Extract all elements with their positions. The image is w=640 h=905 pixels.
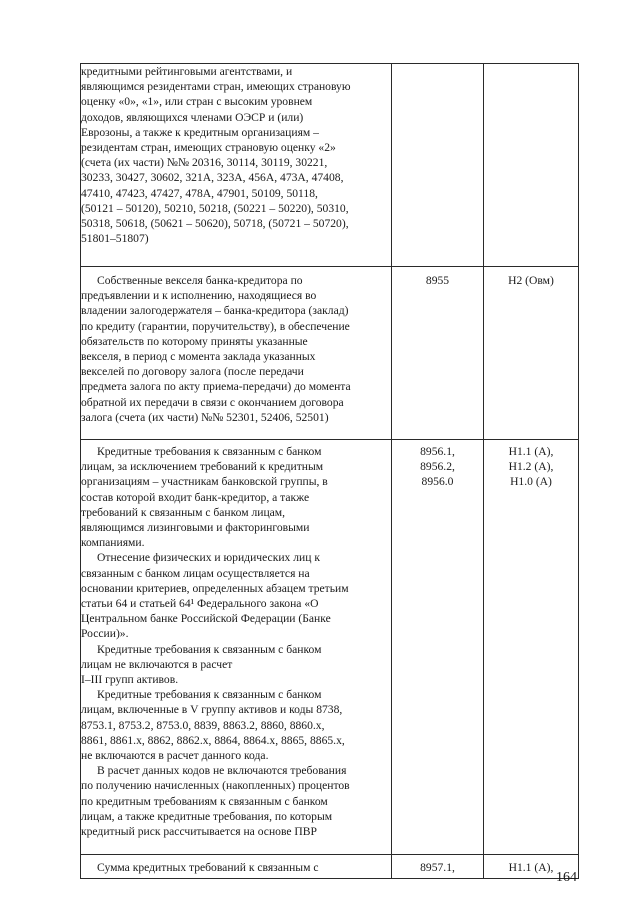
- description-cell: [81, 855, 392, 879]
- description-paragraph: Отнесение физических и юридических лиц к связанным с банком лицам осуществляется на основании критериев, определенных абзацем третьим статьи 64 и статьей 64¹ Федерального закона «О Центральном банке Российской Федерации (Банке России)».: [81, 551, 349, 641]
- code-cell: [392, 64, 484, 267]
- norm-text: Н1.1 (А), Н1.2 (А), Н1.0 (А): [508, 445, 554, 489]
- description-text: Собственные векселя банка-кредитора по предъявлении и к исполнению, находящиеся во владении залогодержателя – банка-кредитора (заклад) по кредиту (гарантии, поручительству), в обеспечение обязательств по которому приняты указанные векселя, в период с момента заклада указанных векселей по договору залога (после передачи предмета залога по акту приема-передачи) до момента обратной их передачи в связи с окончанием договора залога (счета (их части) №№ 52301, 52406, 52501): [81, 274, 351, 424]
- description-cell: [81, 267, 392, 440]
- page-number: 164: [556, 870, 577, 885]
- code-cell: [392, 440, 484, 855]
- norm-text: Н1.1 (А),: [508, 861, 554, 874]
- code-text: 8956.1, 8956.2, 8956.0: [420, 445, 455, 489]
- table-row: [81, 440, 579, 855]
- norm-cell: [484, 267, 579, 440]
- description-text: Сумма кредитных требований к связанным с: [97, 861, 319, 874]
- code-cell: [392, 267, 484, 440]
- description-paragraph: Кредитные требования к связанным с банком лицам, за исключением требований к кредитным организациям – участникам банковской группы, в состав которой входит банк-кредитор, а также требований к связанным с банком лицам, являющимся лизинговыми и факторинговыми компаниями.: [81, 445, 328, 550]
- description-paragraph: В расчет данных кодов не включаются требования по получению начисленных (накопленных) процентов по кредитным требованиям к связанным с банком лицам, а также кредитные требования, по которым кредитный риск рассчитывается на основе ПВР: [81, 764, 350, 839]
- code-cell: [392, 855, 484, 879]
- description-paragraph: Кредитные требования к связанным с банком лицам, включенные в V группу активов и коды 8738, 8753.1, 8753.2, 8753.0, 8839, 8863.2, 8860, 8860.х, 8861, 8861.х, 8862, 8862.х, 8864, 8864.х, 8865, 8865.х, не включаются в расчет данного кода.: [81, 688, 345, 763]
- description-text: кредитными рейтинговыми агентствами, и являющимся резидентами стран, имеющих страновую оценку «0», «1», или стран с высоким уровнем доходов, являющихся членами ОЭСР и (или) Еврозоны, а также к кредитным организациям – резидентам стран, имеющих страновую оценку «2» (счета (их части) №№ 20316, 30114, 30119, 30221, 30233, 30427, 30602, 321А, 323А, 456А, 473А, 47408, 47410, 47423, 47427, 478А, 47901, 50109, 50118, (50121 – 50120), 50210, 50218, (50221 – 50220), 50310, 50318, 50618, (50621 – 50620), 50718, (50721 – 50720), 51801–51807): [81, 65, 351, 246]
- norm-text: Н2 (Овм): [508, 274, 554, 287]
- norm-cell: [484, 440, 579, 855]
- code-text: 8957.1,: [420, 861, 455, 874]
- description-cell: [81, 440, 392, 855]
- table-row: [81, 855, 579, 879]
- description-cell: [81, 64, 392, 267]
- table-row: [81, 267, 579, 440]
- code-text: 8955: [425, 274, 450, 287]
- norm-cell: [484, 64, 579, 267]
- document-table: [80, 63, 579, 879]
- description-paragraph: Кредитные требования к связанным с банком лицам не включаются в расчет I–III групп активов.: [81, 642, 322, 687]
- table-row: [81, 64, 579, 267]
